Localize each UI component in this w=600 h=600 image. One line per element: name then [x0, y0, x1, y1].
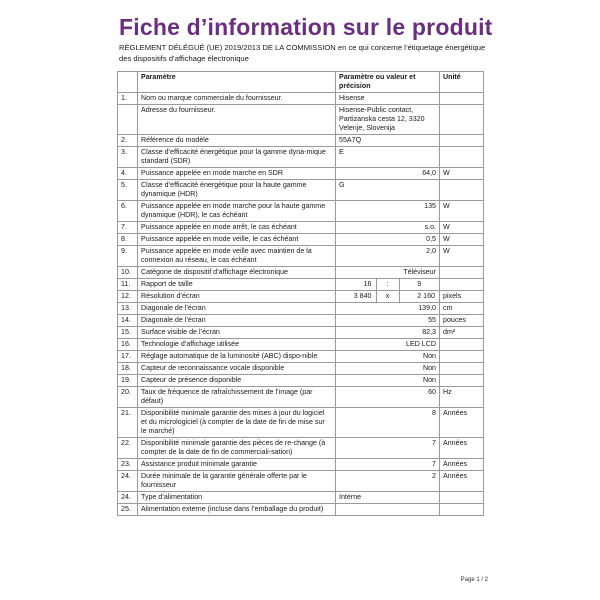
value-part-2: 9: [417, 280, 422, 288]
row-number: 2.: [118, 135, 138, 147]
table-body: [118, 72, 484, 516]
parameter-unit: [440, 135, 484, 147]
parameter-label: Type d’alimentation: [138, 492, 336, 504]
row-number: 17.: [118, 351, 138, 363]
parameter-value: 139,0: [336, 303, 440, 315]
parameter-unit: [440, 279, 484, 291]
parameter-label: Réglage automatique de la luminosité (ABC) dispo-nible: [138, 351, 336, 363]
row-number: 10.: [118, 267, 138, 279]
parameter-unit: W: [440, 168, 484, 180]
parameter-label: Technologie d’affichage utilisée: [138, 339, 336, 351]
table-row: [118, 291, 484, 303]
table-row: [118, 147, 484, 168]
parameter-value: 0,5: [336, 234, 440, 246]
regulation-description: en ce qui concerne l’étiquetage énergétique des dispositifs d’affichage électronique: [119, 43, 486, 63]
parameter-value: 55A7Q: [336, 135, 440, 147]
parameter-value: s.o.: [336, 222, 440, 234]
row-number: 23.: [118, 459, 138, 471]
table-row: [118, 168, 484, 180]
parameter-unit: [440, 267, 484, 279]
parameter-label: Disponibilité minimale garantie des pièces de re-change (à compter de la date de fin de commerciali-sation): [138, 438, 336, 459]
table-row: [118, 438, 484, 459]
table-row: [118, 135, 484, 147]
table-row: [118, 387, 484, 408]
table-row: [118, 339, 484, 351]
parameter-value: 7: [336, 459, 440, 471]
parameter-unit: pixels: [440, 291, 484, 303]
header-number-cell: [118, 72, 138, 93]
parameter-label: Capteur de présence disponible: [138, 375, 336, 387]
parameter-label: Résolution d’écran: [138, 291, 336, 303]
parameter-unit: dm²: [440, 327, 484, 339]
row-number: 3.: [118, 147, 138, 168]
parameter-value: Hisense: [336, 93, 440, 105]
row-number: 11.: [118, 279, 138, 291]
row-number: 21.: [118, 408, 138, 438]
row-number: 15.: [118, 327, 138, 339]
parameter-unit: pouces: [440, 315, 484, 327]
row-number: 7.: [118, 222, 138, 234]
row-number: 22.: [118, 438, 138, 459]
parameter-unit: [440, 339, 484, 351]
parameter-label: Puissance appelée en mode marche pour la haute gamme dynamique (HDR), le cas échéant: [138, 201, 336, 222]
table-row: [118, 315, 484, 327]
parameter-value: Non: [336, 375, 440, 387]
parameter-label: Classe d’efficacité énergétique pour la gamme dyna-mique standard (SDR): [138, 147, 336, 168]
table-row: [118, 303, 484, 315]
value-cell: [336, 279, 440, 291]
row-number: 5.: [118, 180, 138, 201]
row-number: 13.: [118, 303, 138, 315]
table-row: [118, 408, 484, 438]
parameter-unit: Années: [440, 471, 484, 492]
table-row: [118, 222, 484, 234]
parameter-label: Alimentation externe (incluse dans l’emballage du produit): [138, 504, 336, 516]
parameter-unit: [440, 105, 484, 135]
value-cell: [336, 291, 440, 303]
parameter-unit: Années: [440, 459, 484, 471]
parameter-value: Hisense-Public contact, Partizanska cesta 12, 3320 Velenje, Slovenija: [336, 105, 440, 135]
parameter-value: G: [336, 180, 440, 201]
parameter-label: Catégorie de dispositif d’affichage électronique: [138, 267, 336, 279]
parameter-value: 2: [336, 471, 440, 492]
parameter-label: Assistance produit minimale garantie: [138, 459, 336, 471]
value-part-1: 3 840: [336, 291, 377, 302]
parameter-unit: cm: [440, 303, 484, 315]
parameter-value: Téléviseur: [336, 267, 440, 279]
value-part-1: 16: [336, 279, 377, 290]
document-subtitle: [119, 43, 491, 64]
table-row: [118, 279, 484, 291]
parameter-value: [336, 504, 440, 516]
parameter-value: 8: [336, 408, 440, 438]
row-number: 20.: [118, 387, 138, 408]
parameter-label: Classe d’efficacité énergétique pour la haute gamme dynamique (HDR): [138, 180, 336, 201]
parameter-value: LED LCD: [336, 339, 440, 351]
parameter-unit: W: [440, 201, 484, 222]
table-row: [118, 351, 484, 363]
row-number: 4.: [118, 168, 138, 180]
table-row: [118, 459, 484, 471]
parameter-label: Nom ou marque commerciale du fournisseur.: [138, 93, 336, 105]
product-info-table: [117, 71, 484, 516]
parameter-unit: Hz: [440, 387, 484, 408]
parameter-value: Non: [336, 363, 440, 375]
parameter-unit: [440, 180, 484, 201]
table-row: [118, 93, 484, 105]
parameter-unit: [440, 375, 484, 387]
row-number: 19.: [118, 375, 138, 387]
table-row: [118, 234, 484, 246]
parameter-unit: [440, 492, 484, 504]
row-number: 24.: [118, 492, 138, 504]
row-number: 9.: [118, 246, 138, 267]
value-separator: x: [377, 291, 400, 302]
parameter-value: 135: [336, 201, 440, 222]
table-header-row: [118, 72, 484, 93]
parameter-label: Puissance appelée en mode arrêt, le cas échéant: [138, 222, 336, 234]
parameter-label: Puissance appelée en mode veille, le cas échéant: [138, 234, 336, 246]
header-value: Paramètre ou valeur et précision: [336, 72, 440, 93]
parameter-value: 82,3: [336, 327, 440, 339]
header-unit: Unité: [440, 72, 484, 93]
parameter-unit: [440, 147, 484, 168]
parameter-unit: [440, 93, 484, 105]
parameter-value: 7: [336, 438, 440, 459]
parameter-unit: Années: [440, 408, 484, 438]
parameter-label: Puissance appelée en mode marche en SDR: [138, 168, 336, 180]
parameter-label: Diagonale de l’écran: [138, 303, 336, 315]
parameter-label: Adresse du fournisseur.: [138, 105, 336, 135]
parameter-label: Référence du modèle: [138, 135, 336, 147]
table-row: [118, 375, 484, 387]
parameter-value: E: [336, 147, 440, 168]
parameter-value: 2,0: [336, 246, 440, 267]
table-row: [118, 267, 484, 279]
parameter-unit: [440, 504, 484, 516]
row-number: 8.: [118, 234, 138, 246]
table-row: [118, 201, 484, 222]
row-number: 24.: [118, 471, 138, 492]
regulation-reference: RÈGLEMENT DÉLÉGUÉ (UE) 2019/2013 DE LA COMMISSION: [119, 43, 336, 52]
table-row: [118, 363, 484, 375]
parameter-label: Disponibilité minimale garantie des mises à jour du logiciel et du micrologiciel (à compter de la date de fin de mise sur le marché): [138, 408, 336, 438]
row-number: [118, 105, 138, 135]
parameter-value: Non: [336, 351, 440, 363]
row-number: 25.: [118, 504, 138, 516]
document-title: Fiche d’information sur le produit: [119, 14, 493, 40]
value-separator: :: [377, 279, 400, 290]
parameter-value: Interne: [336, 492, 440, 504]
row-number: 6.: [118, 201, 138, 222]
header-parameter: Paramètre: [138, 72, 336, 93]
row-number: 16.: [118, 339, 138, 351]
table-row: [118, 492, 484, 504]
parameter-unit: [440, 351, 484, 363]
page-number: Page 1 / 2: [460, 577, 488, 583]
parameter-unit: W: [440, 222, 484, 234]
value-part-2: 2 160: [417, 292, 435, 300]
parameter-value: 55: [336, 315, 440, 327]
parameter-unit: [440, 363, 484, 375]
table-row: [118, 180, 484, 201]
row-number: 1.: [118, 93, 138, 105]
table-row: [118, 471, 484, 492]
parameter-unit: W: [440, 234, 484, 246]
row-number: 14.: [118, 315, 138, 327]
parameter-value: 64,0: [336, 168, 440, 180]
parameter-value: 60: [336, 387, 440, 408]
parameter-label: Capteur de reconnaissance vocale disponible: [138, 363, 336, 375]
table-row: [118, 327, 484, 339]
parameter-label: Taux de fréquence de rafraîchissement de l’image (par défaut): [138, 387, 336, 408]
table-row: [118, 246, 484, 267]
row-number: 18.: [118, 363, 138, 375]
parameter-label: Surface visible de l’écran: [138, 327, 336, 339]
parameter-label: Puissance appelée en mode veille avec maintien de la connexion au réseau, le cas échéant: [138, 246, 336, 267]
parameter-label: Diagonale de l’écran: [138, 315, 336, 327]
parameter-unit: W: [440, 246, 484, 267]
parameter-unit: Années: [440, 438, 484, 459]
parameter-label: Durée minimale de la garantie générale offerte par le fournisseur: [138, 471, 336, 492]
row-number: 12.: [118, 291, 138, 303]
parameter-label: Rapport de taille: [138, 279, 336, 291]
table-row: [118, 504, 484, 516]
table-row: [118, 105, 484, 135]
